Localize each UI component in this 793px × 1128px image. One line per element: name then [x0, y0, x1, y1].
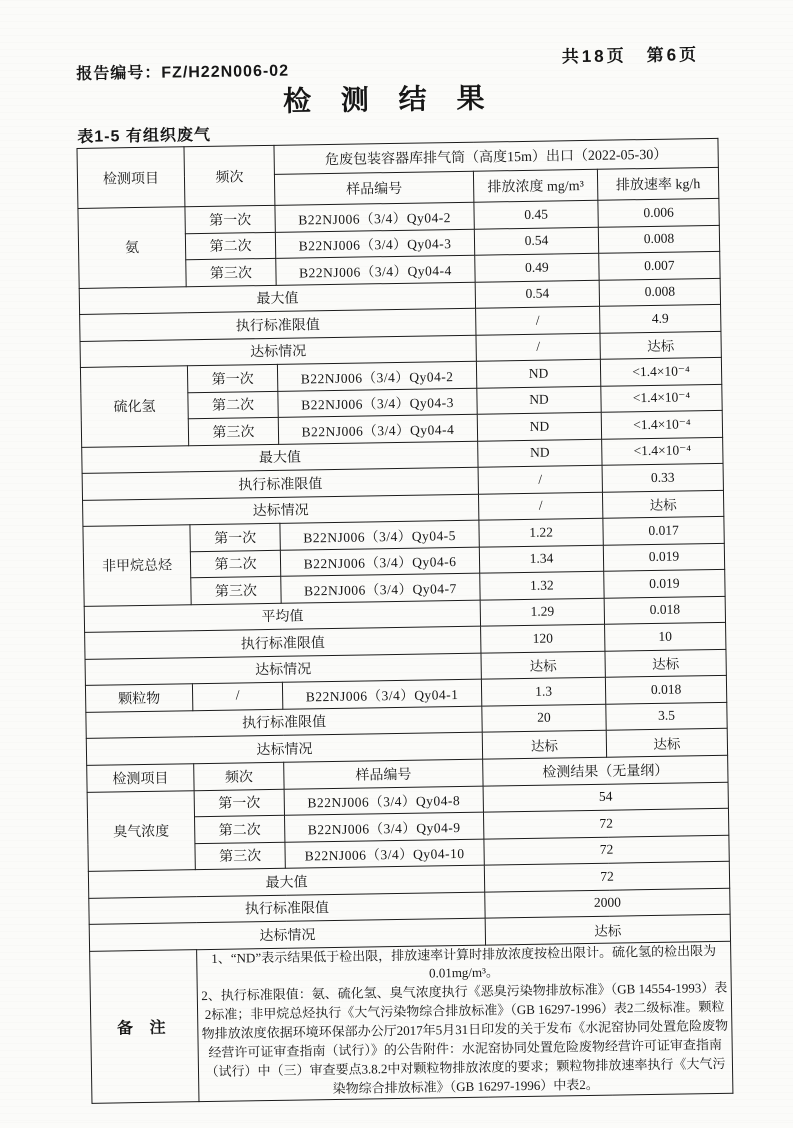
rate-cell: 0.007	[599, 251, 720, 279]
header-item-cell: 检测项目	[87, 763, 194, 792]
conc-cell: 1.32	[480, 571, 604, 599]
header-conc-cell: 排放浓度 mg/m³	[473, 169, 597, 202]
summary-result-cell: 2000	[485, 888, 730, 918]
conc-cell: 1.34	[479, 545, 603, 573]
sample-cell: B22NJ006（3/4）Qy04-2	[277, 361, 476, 391]
summary-label-cell: 执行标准限值	[82, 467, 478, 500]
page-count: 共18页 第6页	[561, 45, 700, 67]
freq-cell: /	[192, 682, 282, 710]
summary-rate-cell: 达标	[605, 649, 726, 677]
freq-cell: 第一次	[185, 205, 275, 233]
sample-cell: B22NJ006（3/4）Qy04-4	[276, 255, 475, 285]
remark-line-2: 2、执行标准限值：氨、硫化氢、臭气浓度执行《恶臭污染物排放标准》（GB 14554-1993）表2标准；非甲烷总烃执行《大气污染物综合排放标准》（GB 16297-1996）表2二级标准。颗粒物排放浓度依据环境环保部办公厅2017年5月31日印发的关于发布《水泥窑协同处置危险废物经营许可证审查指南（试行）》的公告附件：水泥窑协同处置危险废物经营许可证审查指南（试行）中（三）审查要点3.8.2中对颗粒物排放浓度的要求；颗粒物排放速率执行《大气污染物综合排放标准》（GB 16297-1996）中表2。	[201, 980, 729, 1097]
conc-cell: ND	[476, 359, 600, 387]
summary-rate-cell: 4.9	[600, 304, 721, 332]
header-freq-cell: 频次	[184, 145, 275, 206]
summary-label-cell: 执行标准限值	[89, 892, 485, 925]
freq-cell: 第三次	[188, 417, 278, 445]
conc-cell: ND	[477, 386, 601, 414]
summary-conc-cell: 达标	[481, 651, 605, 679]
summary-conc-cell: /	[478, 465, 602, 493]
rate-cell: 0.019	[604, 569, 725, 597]
remark-line-1: 1、“ND”表示结果低于检出限，排放速率计算时排放浓度按检出限计。硫化氢的检出限为0.01mg/m³。	[211, 942, 717, 982]
summary-label-cell: 最大值	[79, 282, 475, 315]
summary-rate-cell: 0.018	[604, 596, 725, 624]
sample-cell: B22NJ006（3/4）Qy04-3	[278, 388, 477, 418]
conc-cell: 0.45	[474, 200, 598, 228]
summary-conc-cell: 120	[481, 624, 605, 652]
rate-cell: 0.018	[605, 675, 726, 703]
remark-row	[90, 941, 733, 1104]
result-cell: 54	[483, 782, 728, 812]
summary-label-cell: 执行标准限值	[86, 706, 482, 739]
rate-cell: <1.4×10⁻⁴	[601, 384, 722, 412]
summary-label-cell: 最大值	[82, 441, 478, 474]
freq-cell: 第二次	[195, 815, 285, 843]
freq-cell: 第一次	[194, 789, 284, 817]
summary-conc-cell: /	[476, 306, 600, 334]
summary-conc-cell: 20	[482, 704, 606, 732]
summary-rate-cell: 0.33	[602, 463, 723, 491]
sample-cell: B22NJ006（3/4）Qy04-2	[275, 202, 474, 232]
summary-result-cell: 达标	[485, 914, 730, 944]
summary-rate-cell: 达标	[600, 331, 721, 359]
summary-conc-cell: 0.54	[475, 280, 599, 308]
results-table	[76, 138, 733, 1104]
summary-label-cell: 平均值	[84, 600, 480, 633]
header-sample-cell: 样品编号	[274, 171, 473, 205]
conc-cell: ND	[477, 412, 601, 440]
pollutant-name-cell: 臭气浓度	[87, 790, 195, 871]
rate-cell: 0.017	[603, 516, 724, 544]
sample-cell: B22NJ006（3/4）Qy04-6	[280, 547, 479, 577]
summary-rate-cell: 达标	[602, 490, 723, 518]
remark-label-cell: 备 注	[90, 949, 199, 1103]
freq-cell: 第三次	[186, 258, 276, 286]
header-item-cell: 检测项目	[77, 147, 185, 209]
conc-cell: 1.22	[479, 518, 603, 546]
conc-cell: 1.3	[481, 677, 605, 705]
freq-cell: 第一次	[190, 523, 280, 551]
summary-result-cell: 72	[484, 861, 729, 891]
sample-cell: B22NJ006（3/4）Qy04-5	[280, 520, 479, 550]
sample-cell: B22NJ006（3/4）Qy04-7	[281, 573, 480, 603]
summary-label-cell: 达标情况	[85, 653, 481, 686]
summary-conc-cell: 1.29	[480, 598, 604, 626]
sample-cell: B22NJ006（3/4）Qy04-4	[278, 414, 477, 444]
sample-cell: B22NJ006（3/4）Qy04-8	[284, 786, 483, 816]
freq-cell: 第二次	[190, 550, 280, 578]
summary-rate-cell: 10	[605, 622, 726, 650]
summary-label-cell: 达标情况	[80, 335, 476, 368]
sample-cell: B22NJ006（3/4）Qy04-3	[275, 229, 474, 259]
summary-rate-cell: <1.4×10⁻⁴	[602, 437, 723, 465]
freq-cell: 第一次	[187, 364, 277, 392]
rate-cell: <1.4×10⁻⁴	[600, 357, 721, 385]
summary-conc-cell: ND	[478, 439, 602, 467]
rate-cell: 0.006	[598, 198, 719, 226]
rate-cell: <1.4×10⁻⁴	[601, 410, 722, 438]
summary-conc-cell: 达标	[482, 730, 606, 758]
pollutant-name-cell: 非甲烷总烃	[83, 525, 191, 606]
summary-label-cell: 达标情况	[83, 494, 479, 527]
sample-cell: B22NJ006（3/4）Qy04-10	[285, 839, 484, 869]
summary-conc-cell: /	[478, 492, 602, 520]
pollutant-name-cell: 颗粒物	[85, 684, 192, 712]
freq-cell: 第二次	[188, 391, 278, 419]
header-sample-cell: 样品编号	[284, 759, 483, 789]
sample-cell: B22NJ006（3/4）Qy04-1	[282, 679, 481, 709]
table-caption: 表1-5 有组织废气	[77, 126, 212, 146]
conc-cell: 0.49	[475, 253, 599, 281]
result-cell: 72	[483, 808, 728, 838]
summary-label-cell: 达标情况	[89, 918, 485, 951]
summary-rate-cell: 3.5	[606, 702, 727, 730]
header-outlet-cell: 危废包装容器库排气筒（高度15m）出口（2022-05-30）	[274, 138, 718, 174]
summary-rate-cell: 0.008	[599, 278, 720, 306]
page-title: 检 测 结 果	[282, 82, 496, 117]
header-rate-cell: 排放速率 kg/h	[597, 167, 718, 200]
header-result-cell: 检测结果（无量纲）	[483, 755, 728, 786]
freq-cell: 第三次	[191, 576, 281, 604]
freq-cell: 第二次	[185, 232, 275, 260]
rate-cell: 0.008	[598, 225, 719, 253]
report-number: 报告编号：FZ/H22N006-02	[76, 62, 290, 83]
summary-conc-cell: /	[476, 333, 600, 361]
summary-label-cell: 最大值	[88, 865, 484, 898]
remark-text-cell	[197, 941, 733, 1102]
summary-label-cell: 达标情况	[86, 732, 482, 765]
sample-cell: B22NJ006（3/4）Qy04-9	[284, 812, 483, 842]
summary-label-cell: 执行标准限值	[85, 626, 481, 659]
summary-label-cell: 执行标准限值	[80, 308, 476, 341]
summary-rate-cell: 达标	[606, 728, 727, 756]
pollutant-name-cell: 氨	[78, 207, 186, 288]
header-freq-cell: 频次	[194, 762, 284, 790]
freq-cell: 第三次	[195, 842, 285, 870]
result-cell: 72	[484, 835, 729, 865]
rate-cell: 0.019	[603, 543, 724, 571]
conc-cell: 0.54	[474, 227, 598, 255]
pollutant-name-cell: 硫化氢	[80, 366, 188, 447]
